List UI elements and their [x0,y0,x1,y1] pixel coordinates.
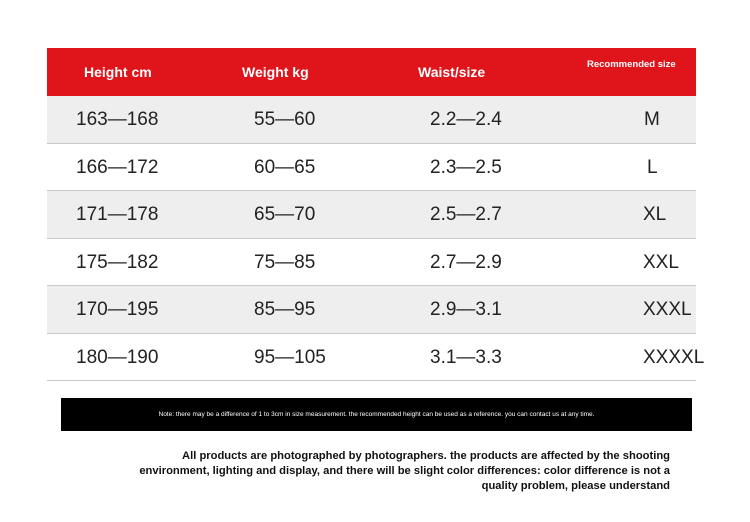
header-weight: Weight kg [242,64,309,80]
table-row [47,96,696,144]
table-row [47,334,705,382]
table-header [47,48,696,96]
waist-cell: 2.2—2.4 [430,109,502,130]
height-cell: 170—195 [76,299,159,320]
disclaimer-line: environment, lighting and display, and there will be slight color differences: color difference is not a [139,465,670,477]
weight-cell: 55—60 [254,109,316,130]
height-cell: 163—168 [76,109,159,130]
height-cell: 175—182 [76,251,159,273]
weight-cell: 65—70 [254,204,316,225]
height-cell: 180—190 [76,346,159,368]
header-height: Height cm [84,64,152,80]
table-row [47,286,696,334]
weight-cell: 75—85 [254,251,316,273]
height-cell: 171—178 [76,204,159,225]
size-cell: XXXL [643,299,692,320]
weight-cell: 60—65 [254,156,316,178]
size-chart-table [47,48,705,381]
size-cell: XXL [643,251,679,273]
disclaimer-line: quality problem, please understand [481,480,670,492]
color-disclaimer [60,449,670,494]
table-row [47,144,696,192]
waist-cell: 2.3—2.5 [430,156,502,178]
height-cell: 166—172 [76,156,159,178]
size-cell: L [647,156,658,178]
waist-cell: 2.5—2.7 [430,204,502,225]
header-waist: Waist/size [418,64,486,80]
weight-cell: 95—105 [254,346,326,368]
measurement-note-bar: Note: there may be a difference of 1 to 3cm in size measurement. the recommended height can be used as a reference. you can contact us at any time. [61,398,692,431]
waist-cell: 2.7—2.9 [430,251,502,273]
size-cell: XXXXL [643,346,705,368]
size-cell: M [644,109,660,130]
header-recommended-size: Recommended size [587,59,676,70]
size-cell: XL [643,204,667,225]
table-row [47,191,696,239]
table-row [47,239,696,287]
waist-cell: 2.9—3.1 [430,299,502,320]
weight-cell: 85—95 [254,299,316,320]
waist-cell: 3.1—3.3 [430,346,502,368]
disclaimer-line: All products are photographed by photographers. the products are affected by the shooting [182,450,670,462]
